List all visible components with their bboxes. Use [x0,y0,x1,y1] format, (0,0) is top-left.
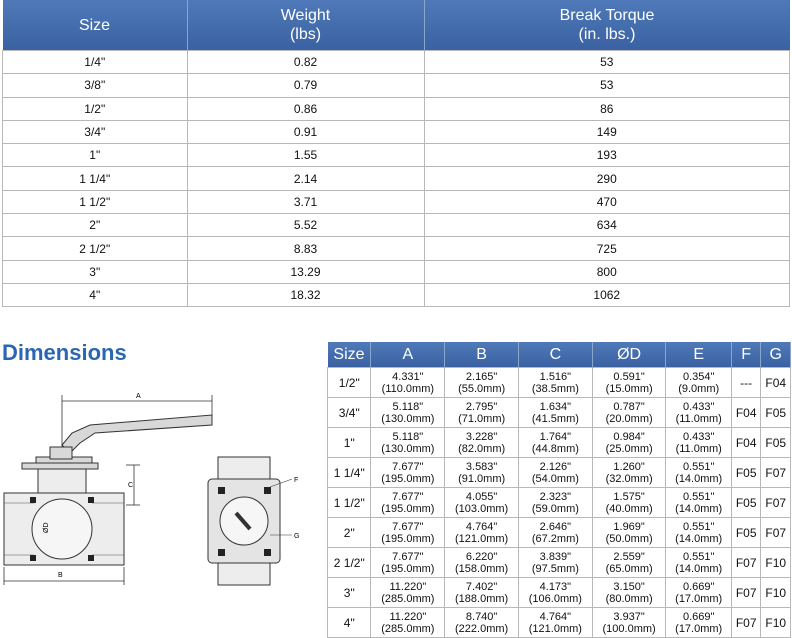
label-b: B [58,572,63,579]
table-row [3,214,790,237]
cell-size: 3" [328,578,371,608]
cell-weight: 8.83 [187,237,424,260]
cell-d: 1.575" (40.0mm) [592,488,666,518]
valve-body [4,469,124,565]
cell-torque: 634 [424,214,790,237]
label-a: A [136,393,141,400]
table-row [3,190,790,213]
cell-c: 1.516" (38.5mm) [518,368,592,398]
cell-weight: 0.91 [187,120,424,143]
cell-torque: 86 [424,97,790,120]
dim-header-cell: B [445,342,519,368]
dimensions-table-header [328,342,791,368]
dim-header-cell: E [666,342,731,368]
cell-c: 1.764" (44.8mm) [518,428,592,458]
dim-header-cell: G [761,342,791,368]
cell-size: 3" [3,260,188,283]
cell-size: 2" [328,518,371,548]
cell-f: F07 [731,548,761,578]
cell-a: 11.220" (285.0mm) [371,578,445,608]
table-row [328,578,791,608]
table-row [3,237,790,260]
cell-e: 0.551" (14.0mm) [666,488,731,518]
cell-size: 2 1/2" [3,237,188,260]
table-row [328,518,791,548]
cell-g: F07 [761,518,791,548]
cell-a: 7.677" (195.0mm) [371,458,445,488]
header-break-torque: Break Torque (in. lbs.) [424,0,790,51]
cell-e: 0.433" (11.0mm) [666,428,731,458]
cell-torque: 149 [424,120,790,143]
cell-d: 0.787" (20.0mm) [592,398,666,428]
cell-c: 2.323" (59.0mm) [518,488,592,518]
table-row [328,398,791,428]
cell-weight: 0.82 [187,51,424,74]
table-row [3,120,790,143]
cell-a: 4.331" (110.0mm) [371,368,445,398]
cell-a: 7.677" (195.0mm) [371,548,445,578]
cell-g: F05 [761,398,791,428]
cell-size: 3/4" [328,398,371,428]
cell-torque: 290 [424,167,790,190]
table-row [3,51,790,74]
table-row [3,74,790,97]
dim-header-cell: ØD [592,342,666,368]
cell-size: 1/4" [3,51,188,74]
cell-torque: 470 [424,190,790,213]
cell-d: 0.984" (25.0mm) [592,428,666,458]
table-row [3,167,790,190]
cell-c: 4.764" (121.0mm) [518,608,592,638]
cell-d: 2.559" (65.0mm) [592,548,666,578]
dimension-b-line [4,567,124,585]
header-size: Size [3,0,188,51]
cell-f: F04 [731,428,761,458]
table-row [328,368,791,398]
dim-header-cell: C [518,342,592,368]
cell-f: F05 [731,488,761,518]
valve-side-view [208,457,280,585]
cell-weight: 2.14 [187,167,424,190]
cell-b: 3.583" (91.0mm) [445,458,519,488]
dim-header-cell: Size [328,342,371,368]
weight-table-header [3,0,790,51]
cell-b: 8.740" (222.0mm) [445,608,519,638]
cell-f: --- [731,368,761,398]
cell-e: 0.433" (11.0mm) [666,398,731,428]
cell-e: 0.669" (17.0mm) [666,608,731,638]
cell-c: 2.646" (67.2mm) [518,518,592,548]
cell-weight: 3.71 [187,190,424,213]
cell-c: 3.839" (97.5mm) [518,548,592,578]
cell-weight: 18.32 [187,283,424,306]
cell-b: 7.402" (188.0mm) [445,578,519,608]
cell-d: 1.260" (32.0mm) [592,458,666,488]
cell-weight: 0.79 [187,74,424,97]
cell-b: 2.165" (55.0mm) [445,368,519,398]
cell-size: 1 1/4" [328,458,371,488]
cell-b: 6.220" (158.0mm) [445,548,519,578]
cell-size: 2 1/2" [328,548,371,578]
cell-size: 4" [328,608,371,638]
cell-b: 3.228" (82.0mm) [445,428,519,458]
valve-handle [22,415,212,469]
cell-d: 1.969" (50.0mm) [592,518,666,548]
table-row [3,97,790,120]
cell-c: 2.126" (54.0mm) [518,458,592,488]
table-row [3,283,790,306]
cell-torque: 1062 [424,283,790,306]
cell-weight: 13.29 [187,260,424,283]
cell-size: 3/4" [3,120,188,143]
cell-size: 1/2" [3,97,188,120]
cell-torque: 725 [424,237,790,260]
table-row [3,144,790,167]
cell-f: F05 [731,458,761,488]
cell-g: F07 [761,488,791,518]
table-row [328,428,791,458]
cell-b: 4.055" (103.0mm) [445,488,519,518]
label-f: F [294,477,299,484]
dim-header-cell: F [731,342,761,368]
cell-a: 7.677" (195.0mm) [371,488,445,518]
cell-size: 1/2" [328,368,371,398]
cell-e: 0.551" (14.0mm) [666,458,731,488]
cell-g: F10 [761,608,791,638]
dimensions-title: Dimensions [2,340,127,365]
cell-torque: 53 [424,51,790,74]
cell-d: 3.937" (100.0mm) [592,608,666,638]
cell-c: 1.634" (41.5mm) [518,398,592,428]
cell-a: 7.677" (195.0mm) [371,518,445,548]
cell-torque: 53 [424,74,790,97]
label-g: G [294,533,300,540]
cell-size: 1" [328,428,371,458]
cell-size: 1" [3,144,188,167]
dimensions-table [327,342,791,638]
cell-e: 0.354" (9.0mm) [666,368,731,398]
table-row [328,488,791,518]
label-c: C [128,482,134,489]
cell-f: F05 [731,518,761,548]
table-row [328,608,791,638]
cell-size: 1 1/2" [328,488,371,518]
table-row [328,548,791,578]
valve-drawing [0,385,320,625]
cell-g: F10 [761,578,791,608]
cell-f: F04 [731,398,761,428]
cell-b: 4.764" (121.0mm) [445,518,519,548]
cell-e: 0.551" (14.0mm) [666,548,731,578]
cell-a: 11.220" (285.0mm) [371,608,445,638]
cell-a: 5.118" (130.0mm) [371,398,445,428]
cell-c: 4.173" (106.0mm) [518,578,592,608]
cell-e: 0.669" (17.0mm) [666,578,731,608]
cell-size: 4" [3,283,188,306]
cell-a: 5.118" (130.0mm) [371,428,445,458]
cell-torque: 193 [424,144,790,167]
cell-g: F07 [761,458,791,488]
cell-weight: 5.52 [187,214,424,237]
header-weight: Weight (lbs) [187,0,424,51]
cell-size: 3/8" [3,74,188,97]
cell-b: 2.795" (71.0mm) [445,398,519,428]
table-row [328,458,791,488]
dim-header-cell: A [371,342,445,368]
label-od: ØD [43,522,50,533]
cell-d: 0.591" (15.0mm) [592,368,666,398]
cell-size: 2" [3,214,188,237]
cell-f: F07 [731,578,761,608]
cell-weight: 1.55 [187,144,424,167]
cell-weight: 0.86 [187,97,424,120]
table-row [3,260,790,283]
cell-torque: 800 [424,260,790,283]
cell-e: 0.551" (14.0mm) [666,518,731,548]
cell-size: 1 1/4" [3,167,188,190]
cell-size: 1 1/2" [3,190,188,213]
cell-g: F10 [761,548,791,578]
cell-d: 3.150" (80.0mm) [592,578,666,608]
weight-torque-table [2,0,790,307]
cell-f: F07 [731,608,761,638]
cell-g: F05 [761,428,791,458]
cell-g: F04 [761,368,791,398]
